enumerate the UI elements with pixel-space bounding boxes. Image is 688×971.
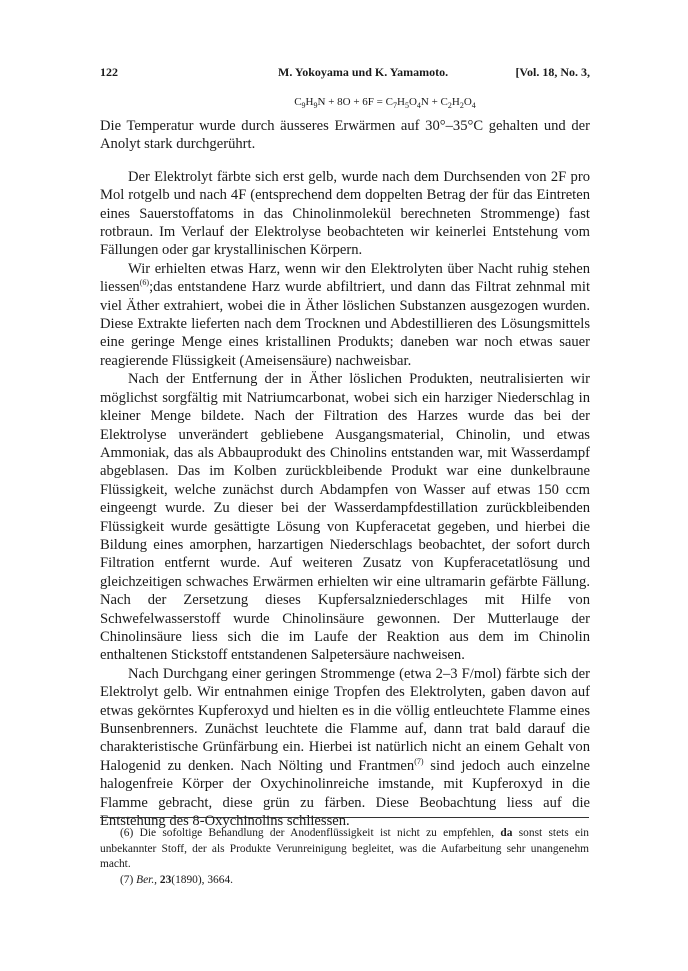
running-header (100, 64, 590, 80)
paragraph: Der Elektrolyt färbte sich erst gelb, wurde nach dem Durchsenden von 2F pro Mol rotgelb und nach 4F (entsprechend dem doppelten Betrag der für das Eintreten eines Sauerstoffatoms in das Chinolinmolekül berechneten Strommenge) fast rotbraun. Im Verlauf der Elektrolyse beobachteten wir keinerlei Entstehung vom Fällungen oder gar krystallinischen Körpern. (100, 168, 590, 259)
equation-equals: = (376, 96, 386, 108)
reaction-equation (100, 94, 590, 110)
header-volume: [Vol. 18, No. 3, (515, 65, 590, 79)
header-authors: M. Yokoyama und K. Yamamoto. (278, 65, 449, 79)
footnote-divider (100, 817, 589, 818)
body-text (100, 117, 590, 830)
paper-page (100, 64, 590, 830)
footnote-6: (6) Die sofoltige Behandlung der Anodenflüssigkeit ist nicht zu empfehlen, da sonst stets ein unbekannter Stoff, der als Produkte Verunreinigung begleitet, was die Aufarbeitung sehr unangenehm macht. (100, 827, 589, 870)
footnote-7: (7) Ber., 23(1890), 3664. (120, 873, 233, 886)
equation-rhs: $C_7H_5O_4N + C_2H_2O_4$ (385, 96, 476, 111)
footnotes (100, 826, 589, 888)
equation-lhs: $C_9H_9N + 8O + 6F$ (294, 96, 374, 111)
page-number: 122 (100, 65, 118, 79)
paragraph: Wir erhielten etwas Harz, wenn wir den Elektrolyten über Nacht ruhig stehen liessen$^{(6)}$;das entstandene Harz wurde abfiltriert, und dann das Filtrat zehnmal mit viel Äther extrahiert, wobei die in Äther löslichen Substanzen ausgezogen wurden. Diese Extrakte lieferten nach dem Trocknen und Abdestillieren des Lösungsmittels eine geringe Menge eines kristallinen Produkts; daneben war noch etwas sauer reagierende Flüssigkeit (Ameisensäure) nachweisbar. (100, 260, 590, 369)
footnote-ref: (7) (414, 756, 424, 766)
paragraph: Die Temperatur wurde durch äusseres Erwärmen auf 30°–35°C gehalten und der Anolyt stark durchgerührt. (100, 118, 590, 153)
paragraph: Nach Durchgang einer geringen Strommenge (etwa 2–3 F/mol) färbte sich der Elektrolyt gelb. Wir entnahmen einige Tropfen des Elektrolyten, gaben davon auf etwas gekörntes Kupferoxyd und hielten es in die völlig entleuchtete Flamme eines Bunsenbrenners. Zunächst leuchtete die Flamme auf, dann trat bald darauf die charakteristische Grünfärbung ein. Hierbei ist natürlich nicht an einem Gehalt von Halogenid zu denken. Nach Nölting und Frantmen$^{(7)}$ sind jedoch auch einzelne halogenfreie Körper der Oxychinolinreiche imstande, mit Kupferoxyd in die Flamme gebracht, diese grün zu färben. Diese Beobachtung liess auf die Entstehung des 8-Oxychinolins schliessen. (100, 665, 591, 830)
paragraph: Nach der Entfernung der in Äther löslichen Produkten, neutralisierten wir möglichst sorgfältig mit Natriumcarbonat, wobei sich ein harziger Niederschlag in kleiner Menge bildete. Nach der Filtration des Harzes wurde das bei der Elektrolyse unverändert gebliebene Ausgangsmaterial, Chinolin, und etwas Ammoniak, das als Abbauprodukt des Chinolins entstanden war, mit Wasserdampf abgeblasen. Das im Kolben zurückbleibende Produkt war eine dunkelbraune Flüssigkeit, welche zunächst durch Abdampfen von Wasser auf etwas 150 ccm eingeengt wurde. Zu dieser bei der Wasserdampfdestillation zurückbleibenden Flüssigkeit wurde gesättigte Lösung von Kupferacetat gegeben, und hierbei die Bildung eines amorphen, harzartigen Niederschlags beobachtet, der sofort durch Filtration entfernt wurde. Auf weiteren Zusatz von Kupferacetatlösung und gleichzeitigen schwaches Erwärmen erhielten wir eine ultramarin gefärbte Fällung. Nach der Zersetzung dieses Kupfersalzniederschlages mit Hilfe von Schwefelwasserstoff wurde Chinolinsäure gewonnen. Der Mutterlauge der Chinolinsäure liess sich die im Laufe der Reaktion aus dem im Chinolin enthaltenen Stickstoff entstandenen Salpetersäure nachweisen. (100, 371, 590, 664)
footnote-ref: (6) (139, 278, 150, 288)
